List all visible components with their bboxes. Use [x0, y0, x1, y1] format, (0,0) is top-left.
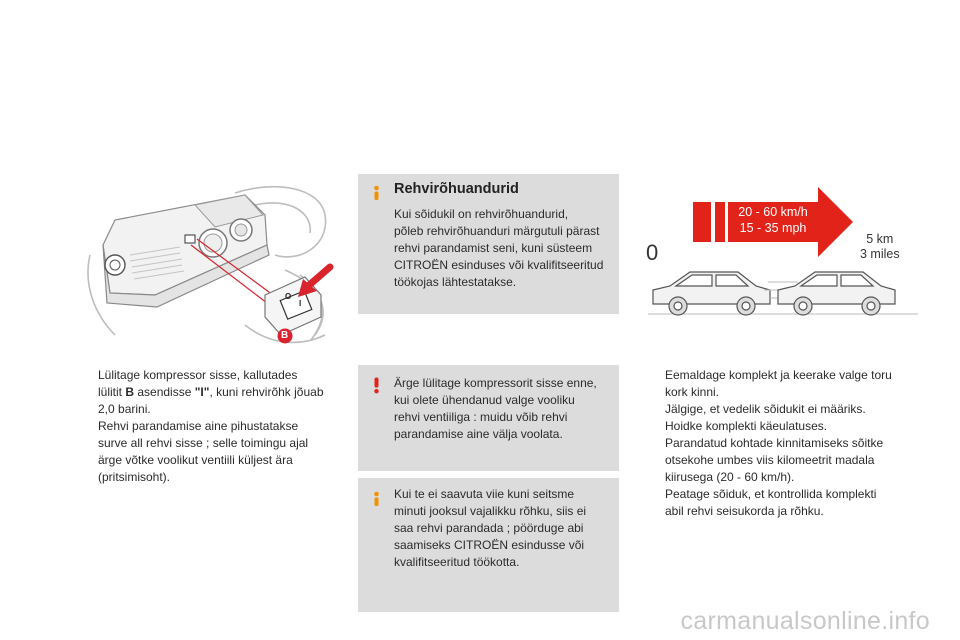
text-line: Rehvi parandamise aine pihustatakse: [98, 419, 299, 433]
warning-box: [358, 365, 619, 471]
label-b-marker: B: [281, 330, 289, 341]
text-line: abil rehvi seisukorda ja rõhku.: [665, 504, 824, 518]
text-line: surve all rehvi sisse ; selle toimingu ajal: [98, 436, 309, 450]
bullet-item: Peatage sõiduk, et kontrollida komplekti: [665, 487, 877, 501]
speed-distance-illustration: [628, 182, 920, 322]
text-line: 2,0 barini.: [98, 402, 151, 416]
box-body: Kui sõidukil on rehvirõhuandurid, põleb rehvirõhuanduri märgutuli pärast rehvi parandamist seni, kuni süsteem CITROËN esinduses või kvalifitseeritud töökojas lähtestatakse.: [394, 207, 604, 289]
text-line: ärge võtke voolikut ventiili küljest ära: [98, 453, 293, 467]
zero-label: 0: [646, 240, 659, 265]
text-line: Hoidke komplekti käeulatuses.: [665, 419, 828, 433]
box-body: Kui te ei saavuta viie kuni seitsme minuti jooksul vajalikku rõhku, siis ei saa rehvi parandada ; pöörduge abi saamiseks CITROËN esindusse või kvalifitseeritud töökotta.: [394, 487, 587, 569]
pressure-not-reached-box: [358, 478, 619, 612]
text-line: (pritsimisoht).: [98, 470, 171, 484]
tyre-pressure-sensors-box: [358, 174, 619, 314]
switch-i-label: I: [299, 299, 302, 308]
warning-icon: [368, 377, 385, 394]
info-icon: [368, 490, 385, 507]
text-line: Jälgige, et vedelik sõidukit ei määriks.: [665, 402, 866, 416]
repair-kit-illustration: [85, 175, 335, 350]
bullet-item: [80, 367, 342, 486]
switch-o-label: O: [285, 292, 292, 301]
text-line: kork kinni.: [665, 385, 720, 399]
speed-label: 20 - 60 km/h 15 - 35 mph: [738, 205, 808, 235]
text-line: lülitit B asendisse "I", kuni rehvirõhk jõuab: [98, 385, 324, 399]
box-body: Ärge lülitage kompressorit sisse enne, kui olete ühendanud valge vooliku rehvi ventiiliga : muidu võib rehvi parandamise aine välja voolata.: [394, 376, 597, 441]
distance-label: 5 km 3 miles: [860, 232, 900, 261]
text-line: kiirusega (20 - 60 km/h).: [665, 470, 795, 484]
right-instructions: [645, 367, 915, 520]
car-stationary: [653, 272, 770, 315]
bullet-item: Eemaldage komplekt ja keerake valge toru: [665, 368, 892, 382]
box-title: Rehvirõhuandurid: [394, 181, 519, 197]
bullet-item: Parandatud kohtade kinnitamiseks sõitke: [665, 436, 884, 450]
car-moving: [778, 272, 895, 315]
info-icon: [368, 184, 385, 201]
left-instructions: [80, 367, 342, 486]
text-line: otsekohe umbes viis kilomeetrit madala: [665, 453, 875, 467]
watermark: carmanualsonline.info: [680, 607, 930, 635]
text-line: Lülitage kompressor sisse, kallutades: [98, 368, 298, 382]
